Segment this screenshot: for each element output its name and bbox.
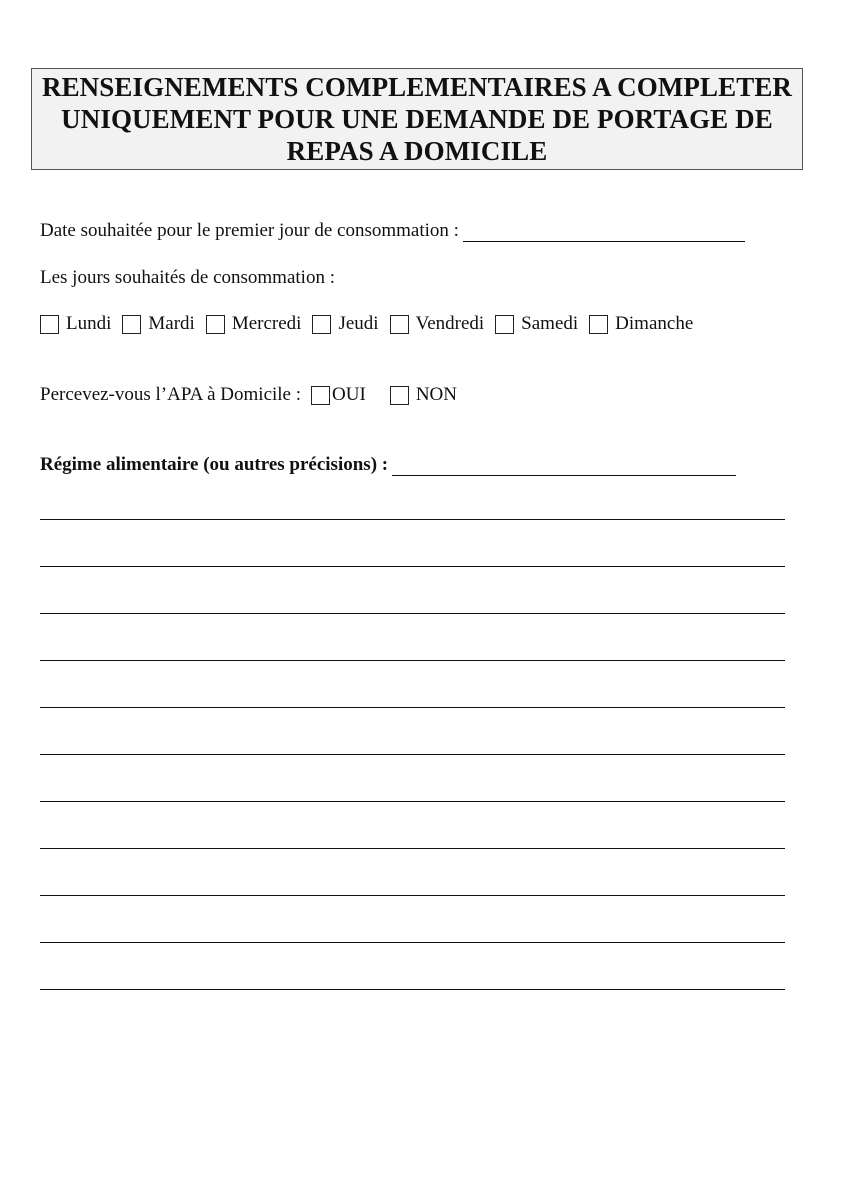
jeudi-checkbox[interactable]: [312, 315, 331, 334]
vendredi-label: Vendredi: [415, 313, 485, 334]
dimanche-checkbox[interactable]: [589, 315, 608, 334]
writing-line-8[interactable]: [40, 848, 785, 849]
writing-line-9[interactable]: [40, 895, 785, 896]
apa-non-checkbox[interactable]: [390, 386, 409, 405]
jeudi-label: Jeudi: [338, 313, 379, 334]
vendredi-checkbox[interactable]: [390, 315, 409, 334]
writing-line-10[interactable]: [40, 942, 785, 943]
mercredi-label: Mercredi: [231, 313, 302, 334]
date-field-label: Date souhaitée pour le premier jour de consommation :: [40, 220, 459, 241]
day-option-vendredi[interactable]: [390, 313, 485, 335]
samedi-label: Samedi: [521, 313, 579, 334]
date-field-row: [40, 220, 745, 242]
regime-row: [40, 454, 736, 476]
form-title: RENSEIGNEMENTS COMPLEMENTAIRES A COMPLETER UNIQUEMENT POUR UNE DEMANDE DE PORTAGE DE REPAS A DOMICILE: [41, 72, 793, 166]
mercredi-checkbox[interactable]: [206, 315, 225, 334]
apa-oui-checkbox[interactable]: [311, 386, 330, 405]
days-checkbox-group: [40, 313, 693, 335]
day-option-samedi[interactable]: [495, 313, 578, 335]
writing-line-4[interactable]: [40, 660, 785, 661]
writing-line-6[interactable]: [40, 754, 785, 755]
apa-non-label: NON: [415, 384, 457, 405]
regime-label: Régime alimentaire (ou autres précisions) :: [40, 454, 389, 475]
apa-option-oui[interactable]: [311, 384, 366, 406]
day-option-jeudi[interactable]: [312, 313, 378, 335]
lundi-checkbox[interactable]: [40, 315, 59, 334]
writing-line-1[interactable]: [40, 519, 785, 520]
days-label: Les jours souhaités de consommation :: [40, 267, 335, 288]
apa-option-non[interactable]: [390, 384, 457, 406]
writing-line-3[interactable]: [40, 613, 785, 614]
dimanche-label: Dimanche: [615, 313, 694, 334]
mardi-label: Mardi: [148, 313, 195, 334]
writing-line-2[interactable]: [40, 566, 785, 567]
day-option-mercredi[interactable]: [206, 313, 302, 335]
form-title-box: [31, 68, 803, 170]
apa-oui-label: OUI: [332, 384, 366, 405]
day-option-mardi[interactable]: [122, 313, 194, 335]
day-option-dimanche[interactable]: [589, 313, 693, 335]
day-option-lundi[interactable]: [40, 313, 111, 335]
samedi-checkbox[interactable]: [495, 315, 514, 334]
mardi-checkbox[interactable]: [122, 315, 141, 334]
apa-row: [40, 384, 457, 406]
apa-label: Percevez-vous l’APA à Domicile :: [40, 384, 302, 405]
regime-first-line[interactable]: [392, 457, 736, 476]
date-field-input-line[interactable]: [463, 223, 745, 242]
days-label-row: [40, 267, 335, 289]
writing-line-11[interactable]: [40, 989, 785, 990]
lundi-label: Lundi: [66, 313, 112, 334]
writing-line-5[interactable]: [40, 707, 785, 708]
writing-line-7[interactable]: [40, 801, 785, 802]
